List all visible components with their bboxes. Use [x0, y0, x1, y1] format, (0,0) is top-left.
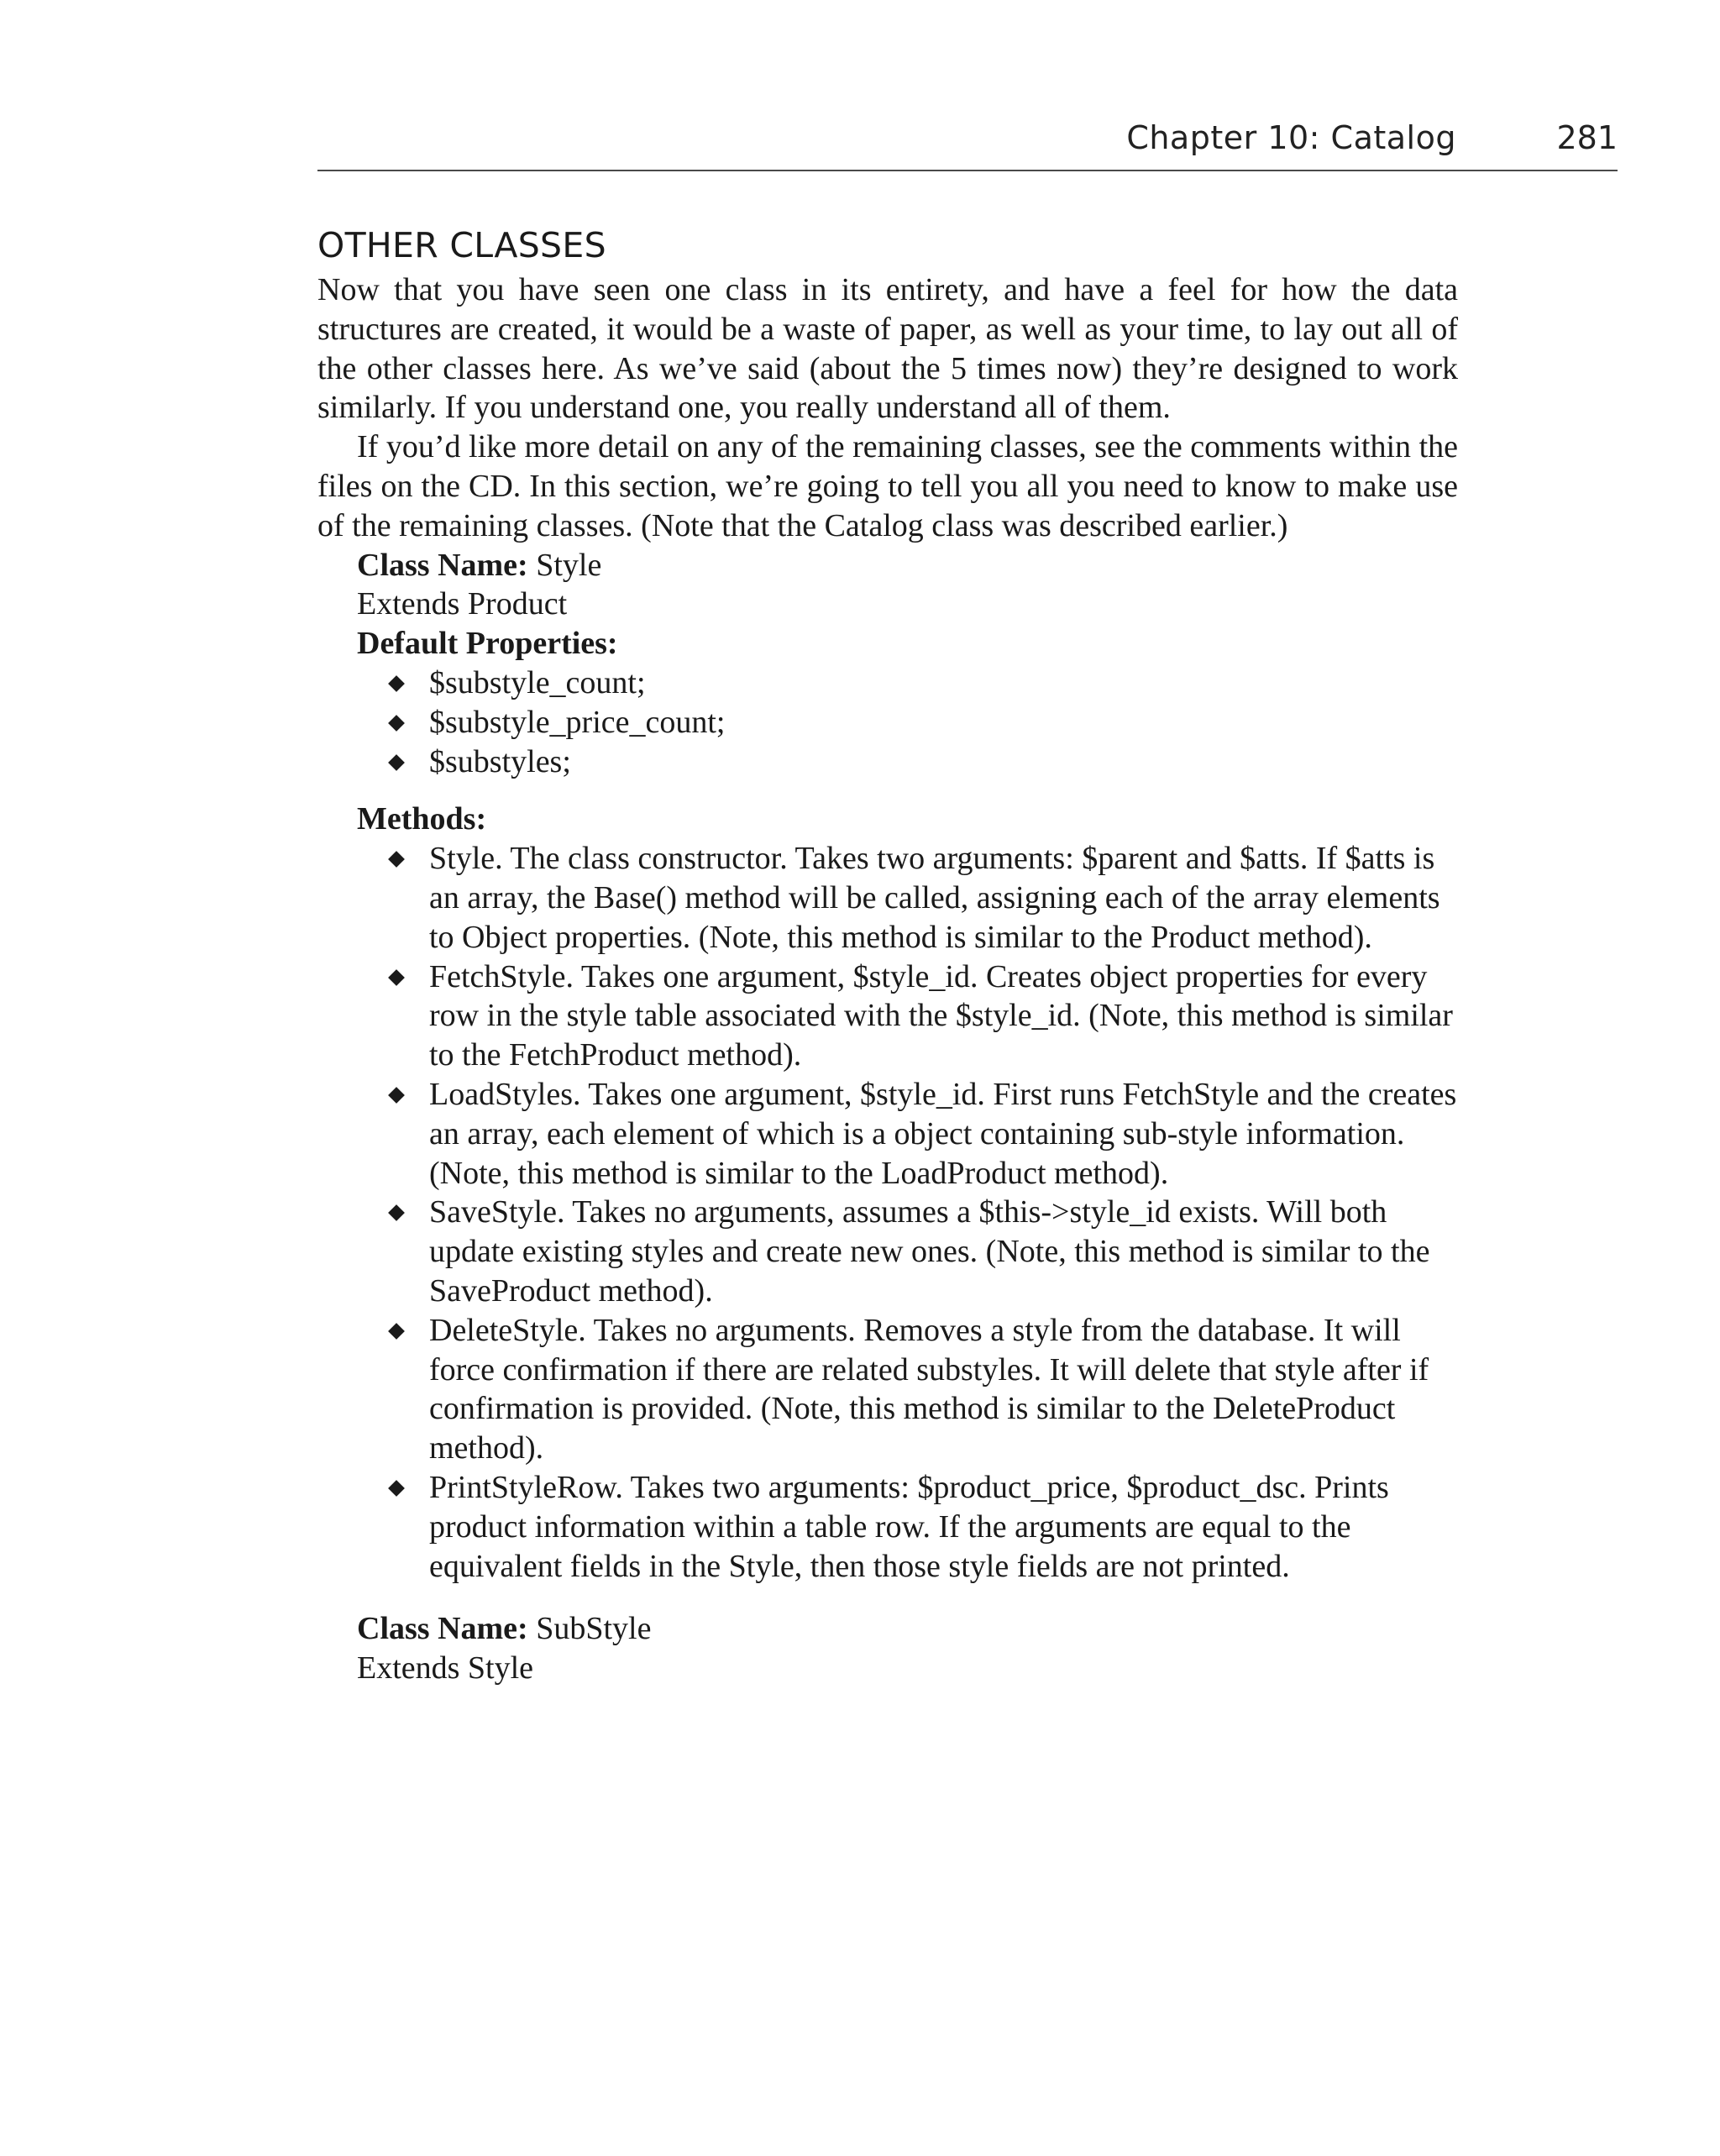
running-header	[317, 116, 1618, 171]
diamond-bullet-icon	[388, 754, 405, 771]
class-name-label: Class Name:	[357, 547, 528, 583]
paragraph-2: If you’d like more detail on any of the remaining classes, see the comments within the files on the CD. In this section, we’re going to tell you all you need to know to make use of the remaining classes. (Note that the Catalog class was described earlier.)	[317, 429, 1458, 543]
class-name-substyle	[357, 1609, 1458, 1649]
list-item: PrintStyleRow. Takes two arguments: $product_price, $product_dsc. Prints product information within a table row. If the arguments are equal to the equivalent fields in the Style, then those style fields are not printed.	[429, 1468, 1458, 1586]
page-number: 281	[1556, 119, 1618, 156]
extends-line: Extends Style	[357, 1650, 534, 1687]
list-item: Style. The class constructor. Takes two arguments: $parent and $atts. If $atts is an array, the Base() method will be called, assigning each of the array elements to Object properties. (Note, this method is similar to the Product method).	[429, 839, 1458, 957]
class-name-value: Style	[527, 547, 602, 583]
default-properties-label: Default Properties:	[357, 626, 618, 662]
list-item: FetchStyle. Takes one argument, $style_id. Creates object properties for every row in the style table associated with the $style_id. (Note, this method is similar to the FetchProduct method).	[429, 957, 1458, 1075]
methods-label: Methods:	[357, 801, 487, 837]
class-name-style	[357, 546, 1458, 585]
properties-list	[317, 664, 1458, 781]
diamond-bullet-icon	[388, 851, 405, 868]
list-item: $substyles;	[429, 742, 1458, 782]
chapter-title: Chapter 10: Catalog	[1126, 119, 1456, 156]
list-item: DeleteStyle. Takes no arguments. Removes a style from the database. It will force confirmation if there are related substyles. It will delete that style after if confirmation is provided. (Note, this method is similar to the DeleteProduct method).	[429, 1311, 1458, 1468]
list-item: LoadStyles. Takes one argument, $style_id. First runs FetchStyle and the creates an array, each element of which is a object containing sub-style information. (Note, this method is similar to the LoadProduct method).	[429, 1075, 1458, 1193]
extends-line: Extends Product	[357, 586, 568, 622]
diamond-bullet-icon	[388, 969, 405, 986]
paragraph-1: Now that you have seen one class in its entirety, and have a feel for how the data structures are created, it would be a waste of paper, as well as your time, to lay out all of the other classes here. As we’ve said (about the 5 times now) they’re designed to work similarly. If you understand one, you really understand all of them.	[317, 272, 1458, 426]
list-item: $substyle_price_count;	[429, 703, 1458, 742]
diamond-bullet-icon	[388, 1323, 405, 1340]
list-item: SaveStyle. Takes no arguments, assumes a $this->style_id exists. Will both update existing styles and create new ones. (Note, this method is similar to the SaveProduct method).	[429, 1193, 1458, 1310]
diamond-bullet-icon	[388, 1480, 405, 1497]
list-item: $substyle_count;	[429, 664, 1458, 703]
methods-list	[317, 839, 1458, 1586]
section-heading: OTHER CLASSES	[317, 225, 606, 265]
class-name-value: SubStyle	[527, 1611, 652, 1647]
page-body	[317, 222, 1458, 1688]
diamond-bullet-icon	[388, 675, 405, 692]
diamond-bullet-icon	[388, 1204, 405, 1221]
diamond-bullet-icon	[388, 1087, 405, 1104]
diamond-bullet-icon	[388, 715, 405, 732]
class-name-label: Class Name:	[357, 1611, 528, 1647]
